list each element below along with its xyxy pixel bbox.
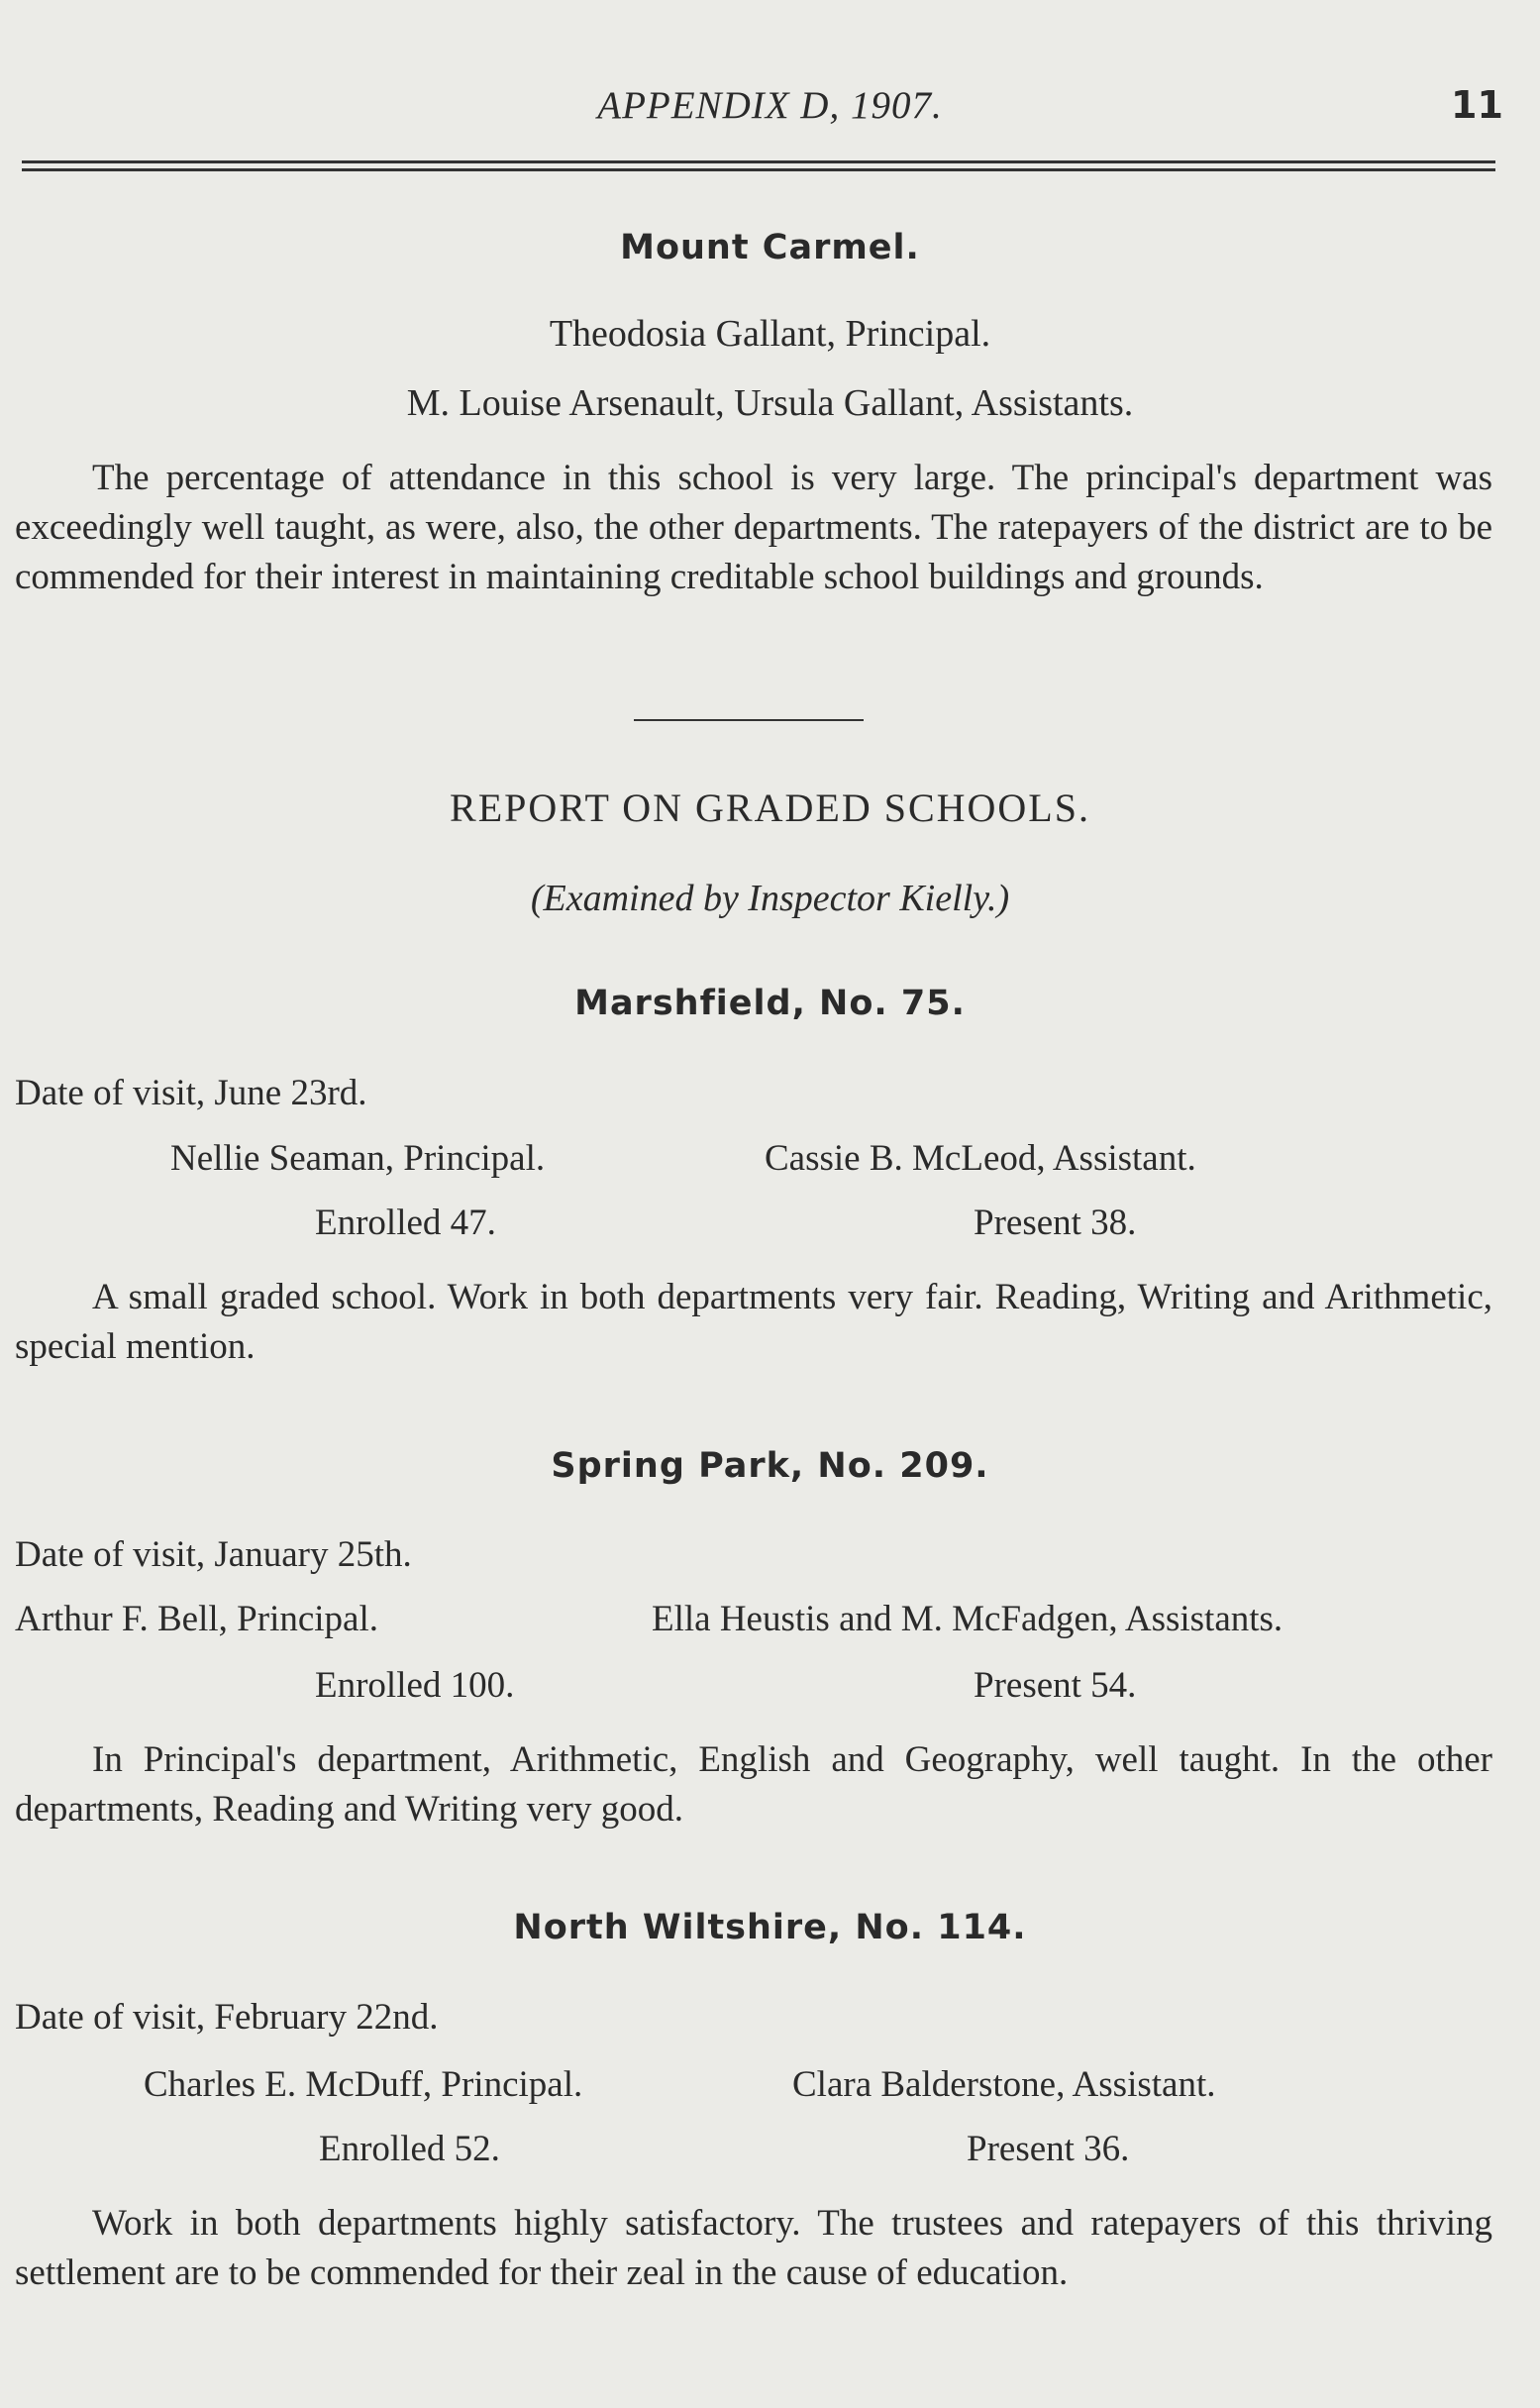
- present-count: Present 54.: [974, 1665, 1137, 1706]
- assistant-name: Clara Balderstone, Assistant.: [792, 2064, 1216, 2105]
- header-rule-top: [22, 160, 1495, 163]
- principal-name: Arthur F. Bell, Principal.: [15, 1599, 379, 1639]
- running-title: APPENDIX D, 1907.: [597, 84, 943, 127]
- section-divider: [634, 719, 864, 721]
- enrolled-count: Enrolled 100.: [315, 1665, 515, 1706]
- principal-name: Charles E. McDuff, Principal.: [144, 2064, 583, 2105]
- visit-date: Date of visit, June 23rd.: [15, 1073, 367, 1113]
- school-report: A small graded school. Work in both departments very fair. Reading, Writing and Arithmetic, special mention.: [15, 1277, 1492, 1367]
- school-heading: North Wiltshire, No. 114.: [513, 1908, 1027, 1947]
- report-subtitle: (Examined by Inspector Kielly.): [530, 878, 1010, 919]
- visit-date: Date of visit, February 22nd.: [15, 1997, 439, 2038]
- enrolled-count: Enrolled 47.: [315, 1203, 496, 1243]
- present-count: Present 38.: [974, 1203, 1137, 1243]
- school-report: In Principal's department, Arithmetic, English and Geography, well taught. In the other departments, Reading and Writing very good.: [15, 1739, 1492, 1830]
- mount-carmel-assistants: M. Louise Arsenault, Ursula Gallant, Assistants.: [406, 382, 1134, 424]
- visit-date: Date of visit, January 25th.: [15, 1534, 412, 1575]
- mount-carmel-report: The percentage of attendance in this school is very large. The principal's department was exceedingly well taught, as were, also, the other departments. The ratepayers of the district are to be commended for their interest in maintaining creditable school buildings and grounds.: [15, 458, 1492, 597]
- assistant-name: Cassie B. McLeod, Assistant.: [765, 1138, 1196, 1179]
- report-title: REPORT ON GRADED SCHOOLS.: [450, 785, 1090, 830]
- section-heading-mount-carmel: Mount Carmel.: [620, 228, 920, 267]
- present-count: Present 36.: [967, 2129, 1130, 2169]
- assistant-name: Ella Heustis and M. McFadgen, Assistants.: [652, 1599, 1283, 1639]
- school-heading: Marshfield, No. 75.: [574, 984, 966, 1023]
- mount-carmel-principal: Theodosia Gallant, Principal.: [549, 313, 991, 355]
- enrolled-count: Enrolled 52.: [319, 2129, 500, 2169]
- principal-name: Nellie Seaman, Principal.: [170, 1138, 546, 1179]
- header-rule-bottom: [22, 168, 1495, 171]
- school-heading: Spring Park, No. 209.: [551, 1446, 989, 1486]
- page-number: 11: [1451, 83, 1503, 127]
- school-report: Work in both departments highly satisfactory. The trustees and ratepayers of this thriving settlement are to be commended for their zeal in the cause of education.: [15, 2203, 1492, 2293]
